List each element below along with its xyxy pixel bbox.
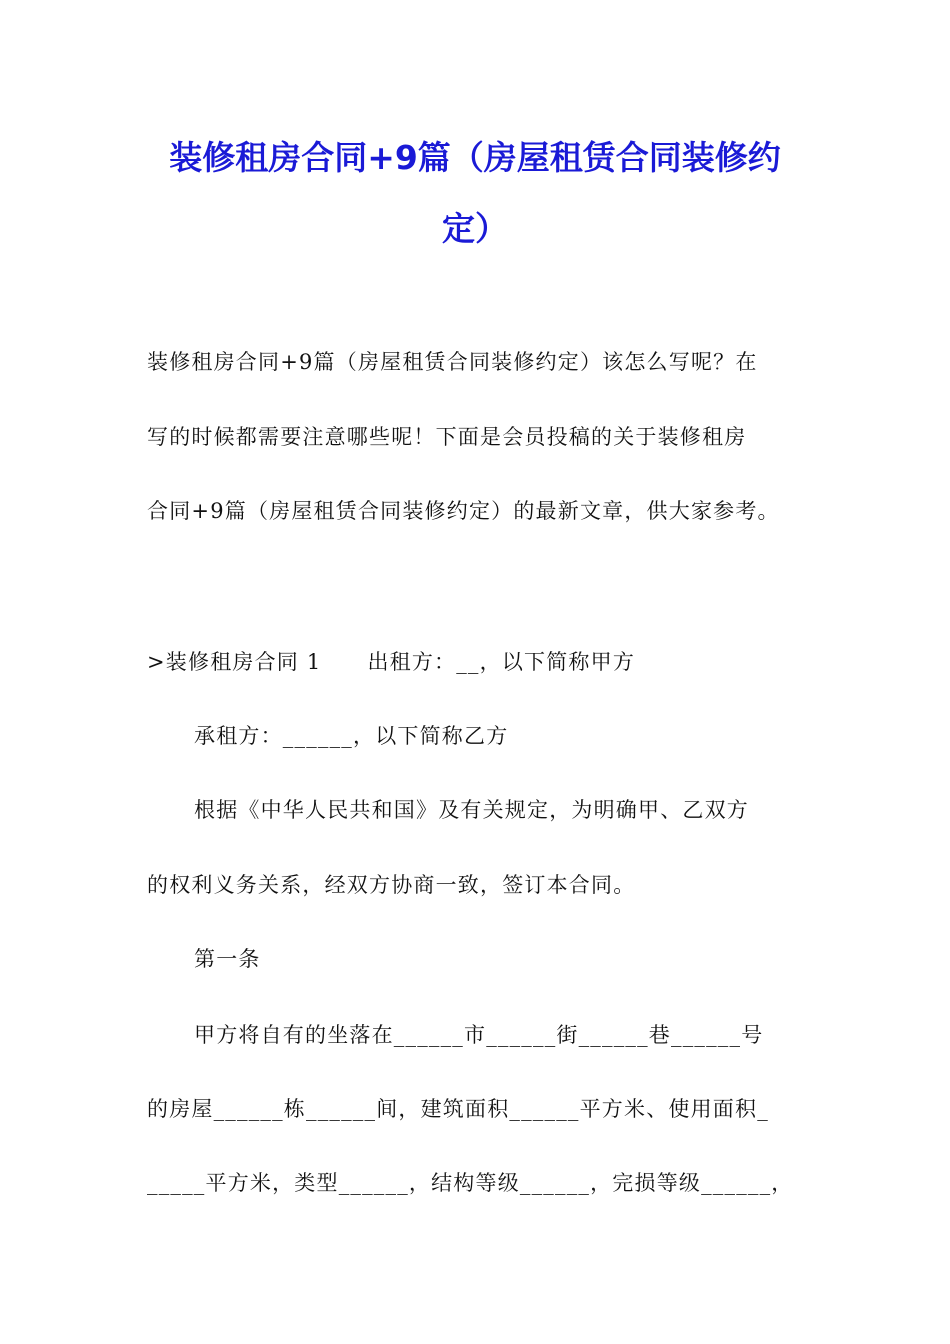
article-body-line-3: _____平方米，类型______，结构等级______，完损等级______，: [147, 1171, 794, 1195]
document-title-line-2: 定）: [442, 209, 508, 248]
lessor-line: 出租方：__，以下简称甲方: [367, 650, 636, 674]
section-heading: >装修租房合同 1: [147, 650, 322, 674]
article-body-line-2: 的房屋______栋______间，建筑面积______平方米、使用面积_: [147, 1097, 769, 1121]
lessee-line: 承租方：______，以下简称乙方: [194, 724, 509, 748]
basis-line-2: 的权利义务关系，经双方协商一致，签订本合同。: [147, 873, 636, 897]
section-heading-row: [147, 646, 635, 676]
document-title-line-1: 装修租房合同+9篇（房屋租赁合同装修约: [169, 138, 781, 177]
intro-line-3: 合同+9篇（房屋租赁合同装修约定）的最新文章，供大家参考。: [147, 499, 780, 523]
intro-line-1: 装修租房合同+9篇（房屋租赁合同装修约定）该怎么写呢？在: [147, 350, 758, 374]
article-body-line-1: 甲方将自有的坐落在______市______街______巷______号: [194, 1023, 764, 1047]
intro-line-2: 写的时候都需要注意哪些呢！下面是会员投稿的关于装修租房: [147, 425, 747, 449]
article-label: 第一条: [194, 947, 261, 971]
basis-line-1: 根据《中华人民共和国》及有关规定，为明确甲、乙双方: [194, 798, 749, 822]
